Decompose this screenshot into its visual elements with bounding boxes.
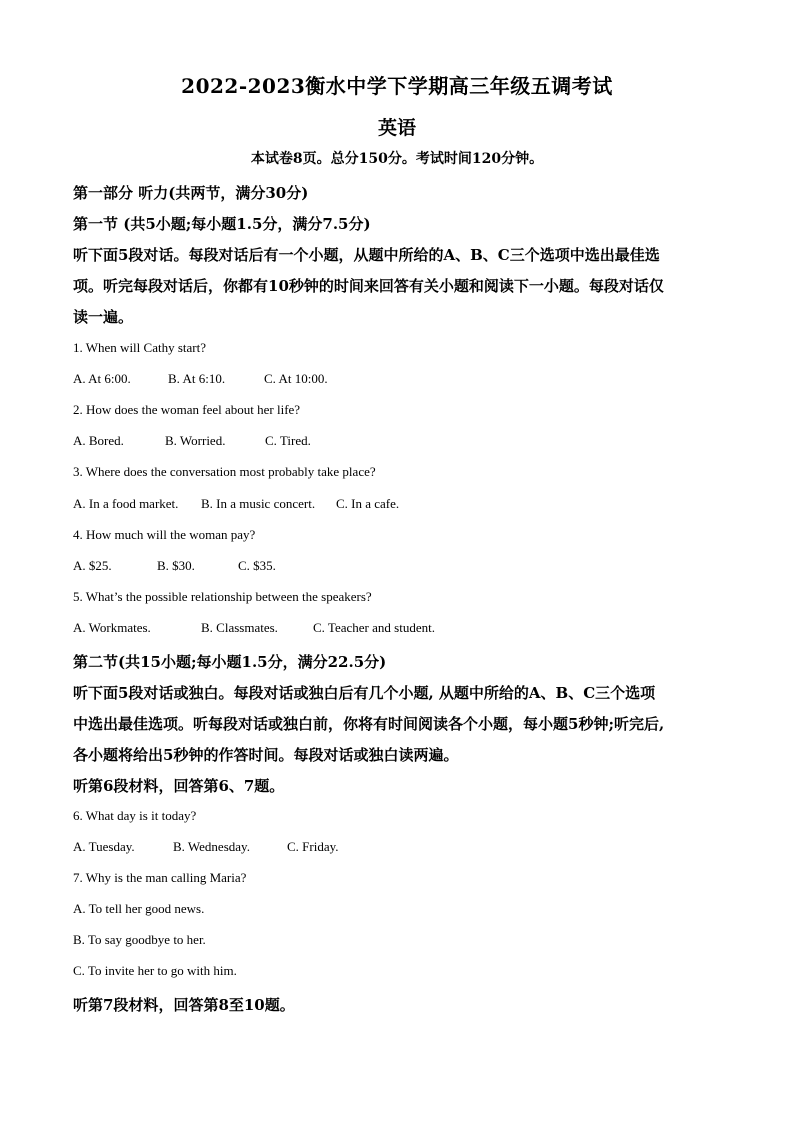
section1-instruction-line: 读一遍。 [73, 308, 134, 326]
question-1-option-b: B. At 6:10. [168, 371, 226, 386]
section1-heading: 第一节 (共5小题;每小题1.5分，满分7.5分) [73, 215, 371, 233]
question-4: 4. How much will the woman pay? [73, 527, 256, 542]
material-6-heading: 听第6段材料，回答第6、7题。 [73, 777, 285, 795]
section1-instruction-line: 项。听完每段对话后，你都有10秒钟的时间来回答有关小题和阅读下一小题。每段对话仅 [73, 277, 664, 295]
question-2: 2. How does the woman feel about her life? [73, 402, 301, 417]
section2-instruction-line: 中选出最佳选项。听每段对话或独白前，你将有时间阅读各个小题，每小题5秒钟;听完后, [73, 715, 665, 733]
part1-heading: 第一部分 听力(共两节，满分30分) [73, 184, 309, 202]
question-2-option-c: C. Tired. [265, 433, 311, 448]
question-2-option-a: A. Bored. [73, 433, 124, 448]
question-7-option-a: A. To tell her good news. [73, 901, 205, 916]
question-5-option-b: B. Classmates. [201, 620, 278, 635]
material-7-heading: 听第7段材料，回答第8至10题。 [73, 996, 295, 1014]
exam-title: 2022-2023衡水中学下学期高三年级五调考试 [181, 74, 613, 98]
question-2-option-b: B. Worried. [165, 433, 226, 448]
question-6-option-c: C. Friday. [287, 839, 339, 854]
question-3: 3. Where does the conversation most probably take place? [73, 464, 376, 479]
question-7: 7. Why is the man calling Maria? [73, 870, 247, 885]
question-6-option-b: B. Wednesday. [173, 839, 250, 854]
question-3-option-c: C. In a cafe. [336, 496, 400, 511]
section1-instruction-line: 听下面5段对话。每段对话后有一个小题，从题中所给的A、B、C三个选项中选出最佳选 [73, 246, 660, 264]
section2-instruction-line: 听下面5段对话或独白。每段对话或独白后有几个小题, 从题中所给的A、B、C三个选项 [73, 684, 656, 702]
question-4-option-a: A. $25. [73, 558, 112, 573]
question-5-option-c: C. Teacher and student. [313, 620, 435, 635]
question-5-option-a: A. Workmates. [73, 620, 151, 635]
question-6-option-a: A. Tuesday. [73, 839, 135, 854]
question-7-option-b: B. To say goodbye to her. [73, 932, 206, 947]
question-3-option-a: A. In a food market. [73, 496, 179, 511]
section2-heading: 第二节(共15小题;每小题1.5分，满分22.5分) [73, 653, 387, 671]
question-6: 6. What day is it today? [73, 808, 197, 823]
question-5: 5. What’s the possible relationship between the speakers? [73, 589, 372, 604]
question-3-option-b: B. In a music concert. [201, 496, 316, 511]
question-1-option-c: C. At 10:00. [264, 371, 328, 386]
question-4-option-c: C. $35. [238, 558, 276, 573]
question-1-option-a: A. At 6:00. [73, 371, 131, 386]
subject-title: 英语 [377, 117, 416, 139]
section2-instruction-line: 各小题将给出5秒钟的作答时间。每段对话或独白读两遍。 [73, 746, 459, 764]
question-1: 1. When will Cathy start? [73, 340, 206, 355]
question-7-option-c: C. To invite her to go with him. [73, 963, 237, 978]
question-4-option-b: B. $30. [157, 558, 195, 573]
exam-note: 本试卷8页。总分150分。考试时间120分钟。 [250, 151, 544, 167]
